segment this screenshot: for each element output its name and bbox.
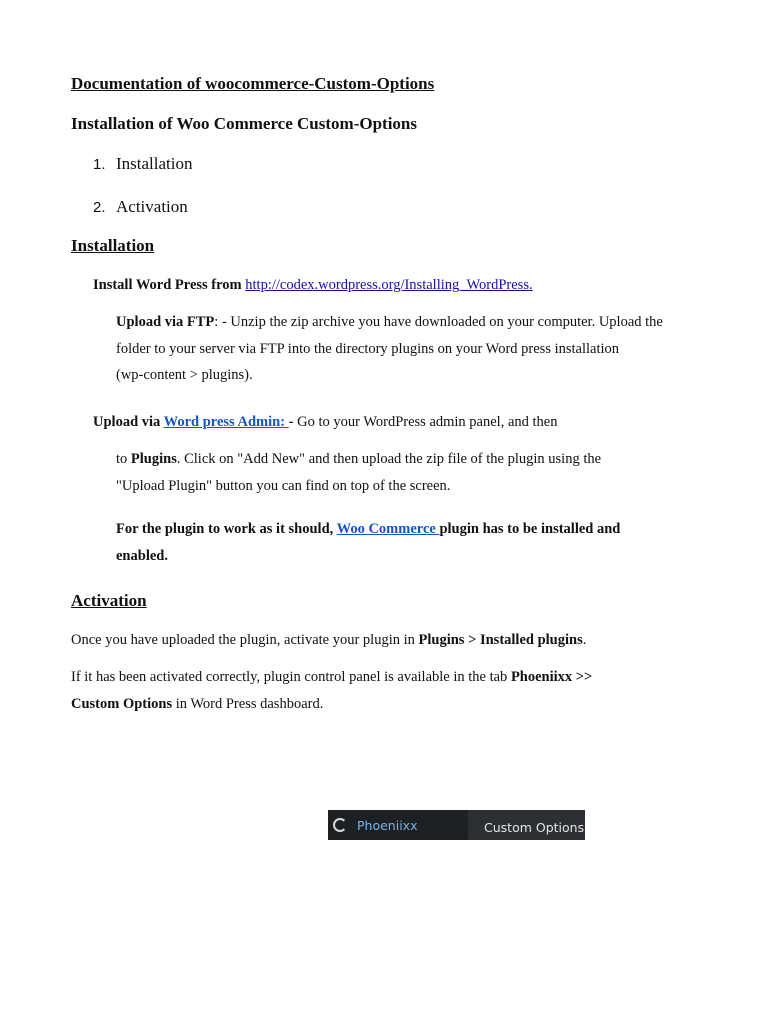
- activation-paragraph: [71, 664, 711, 717]
- admin-menu-item-phoeniixx: [328, 810, 468, 840]
- activation-line-1: [71, 627, 711, 654]
- admin-menu-label: Phoeniixx: [357, 817, 418, 833]
- admin-cont-2: . Click on "Add New" and then upload the zip file of the plugin using the: [176, 451, 602, 467]
- codex-link[interactable]: http://codex.wordpress.org/Installing_WordPress.: [245, 277, 533, 293]
- activation-period: .: [582, 632, 587, 648]
- ftp-text-line-2: folder to your server via FTP into the directory plugins on your Word press installation: [116, 340, 620, 357]
- installation-subtitle: Installation of Woo Commerce Custom-Options: [71, 114, 417, 133]
- note-text-3: enabled.: [116, 547, 168, 564]
- admin-lead: Upload via: [93, 414, 164, 430]
- wordpress-admin-link[interactable]: Word press Admin:: [163, 414, 289, 430]
- admin-plugins-label: Plugins: [130, 451, 177, 467]
- toc-item-installation: [93, 154, 192, 174]
- admin-paragraph: [116, 446, 716, 499]
- note-text-1: For the plugin to work as it should,: [116, 521, 337, 537]
- document-title: Documentation of woocommerce-Custom-Options: [71, 74, 435, 93]
- toc-item-activation: [93, 197, 188, 217]
- activation-heading: Activation: [71, 591, 147, 610]
- phoeniixx-logo-icon: [333, 818, 347, 832]
- installed-plugins-path: Plugins > Installed plugins: [418, 632, 583, 648]
- woocommerce-link[interactable]: Woo Commerce: [336, 521, 440, 537]
- admin-menu-screenshot: [328, 810, 585, 840]
- ftp-label: Upload via FTP: [116, 314, 215, 330]
- ftp-text-line-3: (wp-content > plugins).: [116, 367, 253, 383]
- toc-number: 1.: [93, 156, 106, 173]
- activation-text-2: If it has been activated correctly, plugin control panel is available in the tab: [71, 669, 511, 685]
- admin-dash: -: [288, 414, 294, 430]
- requirement-note: [116, 516, 716, 569]
- admin-cont-1: to: [116, 451, 131, 467]
- install-wordpress-line: [93, 272, 533, 299]
- admin-upload-line: [93, 409, 557, 436]
- phoeniixx-tab-label: Phoeniixx >>: [510, 669, 593, 685]
- custom-options-label: Custom Options: [71, 695, 173, 712]
- activation-text-3: in Word Press dashboard.: [172, 695, 324, 712]
- ftp-text: : - Unzip the zip archive you have downloaded on your computer. Upload the: [214, 314, 663, 330]
- toc-number: 2.: [93, 199, 106, 216]
- admin-text: Go to your WordPress admin panel, and then: [293, 414, 558, 430]
- note-text-2: plugin has to be installed and: [439, 521, 621, 537]
- activation-text: Once you have uploaded the plugin, activate your plugin in: [71, 632, 419, 648]
- install-lead: Install Word Press from: [93, 277, 246, 293]
- admin-submenu-custom-options: Custom Options: [484, 819, 585, 835]
- toc-label: Activation: [116, 197, 188, 216]
- ftp-paragraph: [116, 309, 716, 389]
- admin-cont-3: "Upload Plugin" button you can find on top of the screen.: [116, 477, 451, 494]
- toc-label: Installation: [116, 154, 193, 173]
- installation-heading: Installation: [71, 236, 155, 255]
